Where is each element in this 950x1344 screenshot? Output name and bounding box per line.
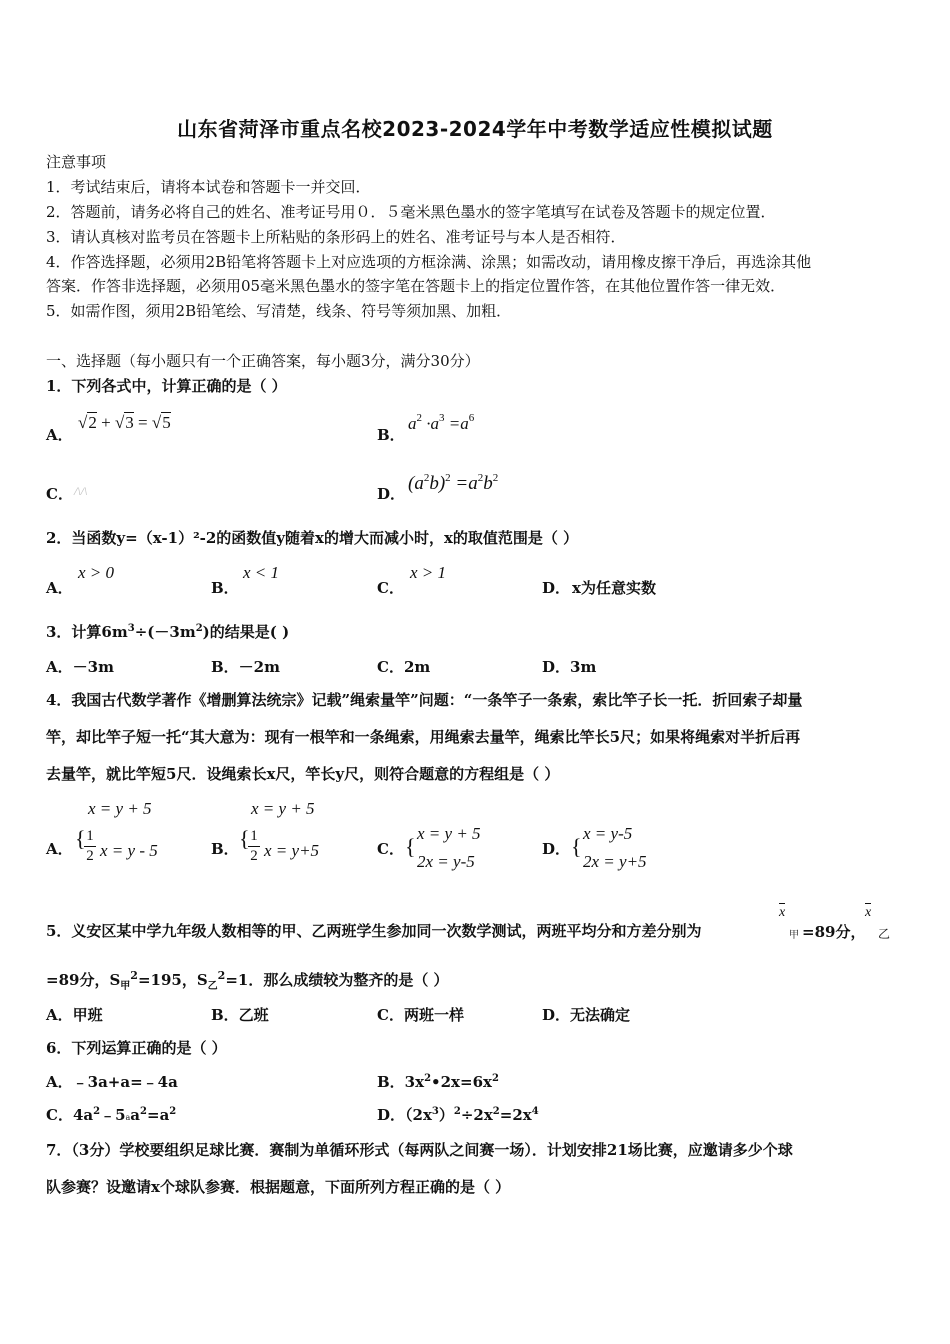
q2-option-d: x为任意实数	[572, 579, 656, 597]
q5-option-b: B．乙班	[211, 1006, 269, 1024]
q1-option-c-label: C．	[46, 485, 73, 503]
q1-option-b-label: B．	[377, 426, 405, 444]
question-5-line-2	[46, 970, 449, 993]
q3-option-c: C．2m	[377, 658, 431, 676]
q1-option-a-label: A．	[46, 426, 73, 444]
q6-b-post: •2x=6x	[431, 1073, 492, 1091]
q1-d-rhs-exp-a: 2	[477, 472, 484, 484]
q4-option-b-label: B．	[211, 840, 239, 858]
q1-a-radicand-1: 2	[88, 413, 97, 432]
q5-l2-g: =1．那么成绩较为整齐的是（ ）	[225, 971, 449, 989]
q6-c-post: =a	[147, 1106, 170, 1124]
q6-c-mid2: a	[130, 1106, 141, 1124]
q6-option-d	[377, 1104, 539, 1125]
q6-option-c	[46, 1104, 176, 1125]
q4-a-den: 2	[86, 848, 94, 864]
q6-d-pre: D．（2x	[377, 1106, 432, 1124]
question-3-stem	[46, 622, 289, 645]
q1-d-rhs-b: b	[483, 473, 493, 494]
q3-stem-sup2: 2	[195, 623, 203, 634]
q4-c-eq2: 2x = y-5	[417, 852, 475, 871]
q5-xbar-yi-letter: x	[865, 905, 872, 920]
q5-jia-mean: =89分，	[802, 923, 866, 941]
q5-yi-sub: 乙	[878, 927, 891, 941]
q1-option-b-math	[408, 414, 474, 434]
q1-d-rhs-a: =a	[455, 473, 478, 494]
q4-d-eq1: x = y-5	[583, 824, 633, 843]
q4-b-eq1: x = y + 5	[251, 799, 315, 818]
q1-b-a2: ·a	[426, 414, 439, 433]
q2-option-a: x > 0	[78, 563, 115, 582]
q4-b-fraction	[248, 828, 260, 865]
q1-d-exp-outer: 2	[445, 472, 451, 484]
q5-option-a: A．甲班	[46, 1006, 103, 1024]
q1-d-exp-a: 2	[423, 472, 430, 484]
q4-b-den: 2	[250, 848, 258, 864]
q1-option-d-label: D．	[377, 485, 406, 503]
question-5-line-1: 5．义安区某中学九年级人数相等的甲、乙两班学生参加同一次数学测试，两班平均分和方差分别为	[46, 922, 702, 940]
notice-item: 3．请认真核对监考员在答题卡上所粘贴的条形码上的姓名、准考证号与本人是否相符．	[46, 228, 626, 246]
q6-c-small: a	[125, 1113, 131, 1122]
q3-stem-pre: 3．计算6m	[46, 623, 128, 641]
page-title: 山东省菏泽市重点名校2023-2024学年中考数学适应性模拟试题	[177, 117, 773, 141]
q6-c-sup: 2	[93, 1106, 101, 1117]
notice-item: 5．如需作图，须用2B铅笔绘、写清楚，线条、符号等须加黑、加粗．	[46, 302, 512, 320]
q4-option-d-label: D．	[542, 840, 571, 858]
q5-l2-a: =89分，S	[46, 971, 121, 989]
q2-option-c-label: C．	[377, 579, 404, 597]
q2-option-c: x > 1	[410, 563, 447, 582]
q1-d-rhs-exp-b: 2	[492, 472, 499, 484]
q1-d-b: b)	[429, 473, 446, 494]
q2-option-b-label: B．	[211, 579, 239, 597]
q5-xbar-yi	[865, 903, 871, 921]
q6-d-sup3: 2	[492, 1106, 500, 1117]
q6-d-mid2: ÷2x	[460, 1106, 493, 1124]
q6-d-sup4: 4	[531, 1106, 539, 1117]
question-1-stem: 1．下列各式中，计算正确的是（ ）	[46, 377, 287, 395]
q1-b-a3: =a	[448, 414, 469, 433]
question-2-stem: 2．当函数y=（x-1）²-2的函数值y随着x的增大而减小时，x的取值范围是（ ）	[46, 529, 579, 547]
q4-option-c-label: C．	[377, 840, 404, 858]
q1-b-exp3: 6	[468, 412, 475, 424]
q2-option-d-label: D．	[542, 579, 571, 597]
q4-d-eq2: 2x = y+5	[583, 852, 647, 871]
q6-d-sup2: 2	[453, 1106, 461, 1117]
q6-d-mid: ）	[438, 1106, 454, 1124]
q1-b-a1: a	[408, 414, 417, 433]
q4-b-num: 1	[250, 828, 258, 844]
q4-b-brace: {	[239, 826, 250, 851]
q6-c-sup2: 2	[140, 1106, 147, 1117]
q1-a-radicand-3: 5	[162, 413, 171, 432]
q1-a-plus: +	[101, 413, 111, 432]
q5-option-d: D．无法确定	[542, 1006, 631, 1024]
q4-a-brace: {	[75, 826, 86, 851]
q2-option-b: x < 1	[243, 563, 280, 582]
q5-option-c: C．两班一样	[377, 1006, 464, 1024]
q6-b-sup: 2	[424, 1073, 432, 1084]
q6-option-b	[377, 1071, 499, 1092]
q5-xbar-jia-letter: x	[779, 905, 786, 920]
q4-a-fraction	[84, 828, 96, 865]
notice-heading: 注意事项	[46, 153, 107, 171]
notice-item: 2．答题前，请务必将自己的姓名、准考证号用０．５毫米黑色墨水的签字笔填写在试卷及答题卡的规定位置．	[46, 203, 776, 221]
q6-option-a: A．﹣3a+a=﹣4a	[46, 1073, 178, 1091]
q4-a-eq1: x = y + 5	[88, 799, 152, 818]
q4-a-eq2: x = y - 5	[100, 841, 158, 860]
question-4-line: 去量竿，就比竿短5尺．设绳索长x尺，竿长y尺，则符合题意的方程组是（ ）	[46, 765, 560, 783]
q1-b-exp1: 2	[416, 412, 422, 424]
question-6-stem: 6．下列运算正确的是（ ）	[46, 1039, 227, 1057]
q4-b-eq2: x = y+5	[264, 841, 320, 860]
q5-l2-sq1: 2	[130, 969, 138, 982]
q6-b-pre: B．3x	[377, 1073, 425, 1091]
q5-xbar-jia	[779, 903, 785, 921]
q3-option-d: D．3m	[542, 658, 597, 676]
q3-stem-mid: ÷(－3m	[134, 623, 196, 641]
notice-item: 4．作答选择题，必须用2B铅笔将答题卡上对应选项的方框涂满、涂黑；如需改动，请用橡皮擦干净后，再选涂其他	[46, 253, 812, 271]
q6-d-sup: 3	[431, 1106, 439, 1117]
q4-c-eq1: x = y + 5	[417, 824, 481, 843]
q5-l2-sq2: 2	[217, 969, 226, 982]
q6-c-sup3: 2	[169, 1106, 177, 1117]
question-4-line: 4．我国古代数学著作《增删算法统宗》记载”绳索量竿”问题：“一条竿子一条索，索比竿子长一托．折回索子却量	[46, 691, 803, 709]
q6-b-sup2: 2	[491, 1073, 499, 1084]
section-heading: 一、选择题（每小题只有一个正确答案，每小题3分，满分30分）	[46, 352, 480, 370]
q6-c-pre: C．4a	[46, 1106, 94, 1124]
notice-item: 答案．作答非选择题，必须用05毫米黑色墨水的签字笔在答题卡上的指定位置作答，在其他位置作答一律无效．	[46, 277, 786, 295]
q3-stem-sup1: 3	[127, 623, 135, 634]
q1-b-exp2: 3	[439, 412, 445, 424]
q1-a-radicand-2: 3	[125, 413, 134, 432]
q5-jia-sub: 甲	[789, 930, 799, 941]
q5-l2-d: =195，S	[137, 971, 208, 989]
q1-option-d-math	[408, 473, 498, 495]
q5-l2-sub-yi: 乙	[207, 981, 218, 992]
q1-option-c-faint: /\/\	[74, 484, 88, 498]
q4-d-brace: {	[571, 834, 582, 859]
q6-c-mid: ﹣5	[100, 1106, 126, 1124]
q3-option-b: B．－2m	[211, 658, 280, 676]
q1-option-a-math: √2 + √3 = √5	[78, 413, 171, 432]
q5-l2-sub-jia: 甲	[120, 981, 131, 992]
q1-d-base: (a	[408, 473, 424, 494]
q2-option-a-label: A．	[46, 579, 73, 597]
q4-c-brace: {	[405, 834, 416, 859]
question-7-line: 队参赛？设邀请x个球队参赛．根据题意，下面所列方程正确的是（ ）	[46, 1178, 511, 1196]
q1-a-equals: =	[138, 413, 148, 432]
q4-option-a-label: A．	[46, 840, 73, 858]
q3-stem-post: )的结果是( )	[202, 623, 290, 641]
q3-option-a: A．－3m	[46, 658, 114, 676]
question-4-line: 竿，却比竿子短一托“其大意为：现有一根竿和一条绳索，用绳索去量竿，绳索比竿长5尺；如果将绳索对半折后再	[46, 728, 801, 746]
q6-d-post: =2x	[499, 1106, 532, 1124]
question-7-line: 7．（3分）学校要组织足球比赛．赛制为单循环形式（每两队之间赛一场）．计划安排21场比赛，应邀请多少个球	[46, 1141, 793, 1159]
notice-item: 1．考试结束后，请将本试卷和答题卡一并交回．	[46, 178, 371, 196]
q4-a-num: 1	[86, 828, 94, 844]
